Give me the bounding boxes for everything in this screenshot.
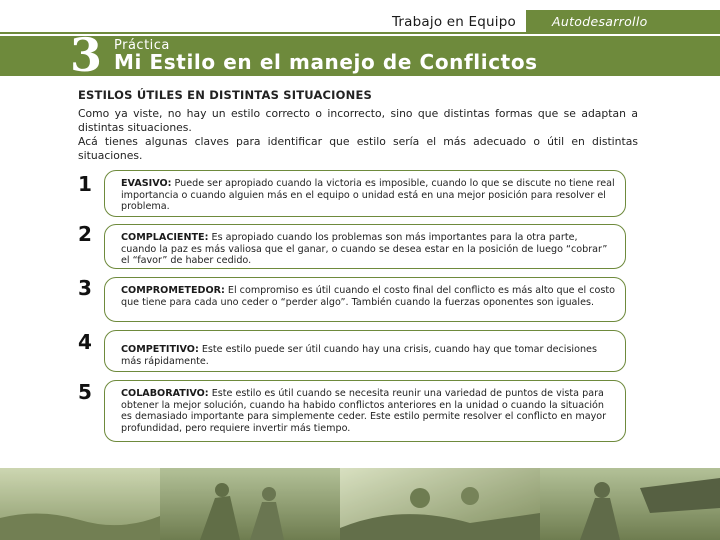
style-name: COLABORATIVO:	[121, 388, 209, 399]
title-banner	[0, 28, 720, 82]
intro-paragraph-1: Como ya viste, no hay un estilo correcto o incorrecto, sino que distintas formas que se adaptan a distintas situaciones.	[78, 107, 638, 134]
practice-number: 3	[70, 28, 103, 82]
style-card-competitivo	[104, 330, 626, 372]
style-name: EVASIVO:	[121, 178, 172, 189]
intro-text	[78, 107, 638, 163]
practice-subtitle: Práctica	[114, 38, 170, 53]
style-card-comprometedor	[104, 277, 626, 322]
item-number: 2	[78, 222, 92, 246]
style-description: Este estilo es útil cuando se necesita reunir una variedad de puntos de vista para obtener la mejor solución, cuando ha habido conflictos anteriores en la unidad o cuando la situación es demasiado importante para simplemente ceder. Este estilo permite resolver el conflicto en mayor profundidad, pero requiere invertir más tiempo.	[121, 388, 607, 434]
item-number: 5	[78, 380, 92, 404]
style-description: El compromiso es útil cuando el costo final del conflicto es más alto que el costo que tiene para cada uno ceder o “perder algo”. También cuando la fuerzas oponentes son iguales.	[121, 285, 616, 308]
style-card-complaciente	[104, 224, 626, 269]
style-name: COMPLACIENTE:	[121, 232, 209, 243]
brand-tag-text: Autodesarrollo	[552, 14, 648, 29]
style-card-colaborativo	[104, 380, 626, 442]
divider	[0, 32, 720, 34]
item-number: 4	[78, 330, 92, 354]
section-label-text: Trabajo en Equipo	[391, 14, 516, 30]
section-heading: ESTILOS ÚTILES EN DISTINTAS SITUACIONES	[78, 88, 372, 102]
brand-tag	[526, 10, 720, 34]
style-description: Puede ser apropiado cuando la victoria es imposible, cuando lo que se discute no tiene real importancia o cuando alguien más en el equipo o unidad está en una mejor posición para resolver el problema.	[121, 178, 615, 213]
item-number: 1	[78, 172, 92, 196]
top-bar	[0, 10, 720, 34]
style-description: Es apropiado cuando los problemas son más importantes para la otra parte, cuando la paz es más valiosa que el ganar, o cuando se desea estar en la posición de luego “cobrar” el “favor” de haber cedido.	[121, 232, 608, 267]
style-card-evasivo	[104, 170, 626, 217]
photo-collage-image	[0, 468, 720, 540]
section-label	[320, 10, 520, 34]
style-name: COMPETITIVO:	[121, 344, 199, 355]
style-name: COMPROMETEDOR:	[121, 285, 225, 296]
page-title: Mi Estilo en el manejo de Conflictos	[114, 50, 538, 74]
photo-collage	[0, 468, 720, 540]
intro-paragraph-2: Acá tienes algunas claves para identificar que estilo sería el más adecuado o útil en distintas situaciones.	[78, 135, 638, 162]
item-number: 3	[78, 276, 92, 300]
style-description: Este estilo puede ser útil cuando hay una crisis, cuando hay que tomar decisiones más rápidamente.	[121, 344, 597, 367]
